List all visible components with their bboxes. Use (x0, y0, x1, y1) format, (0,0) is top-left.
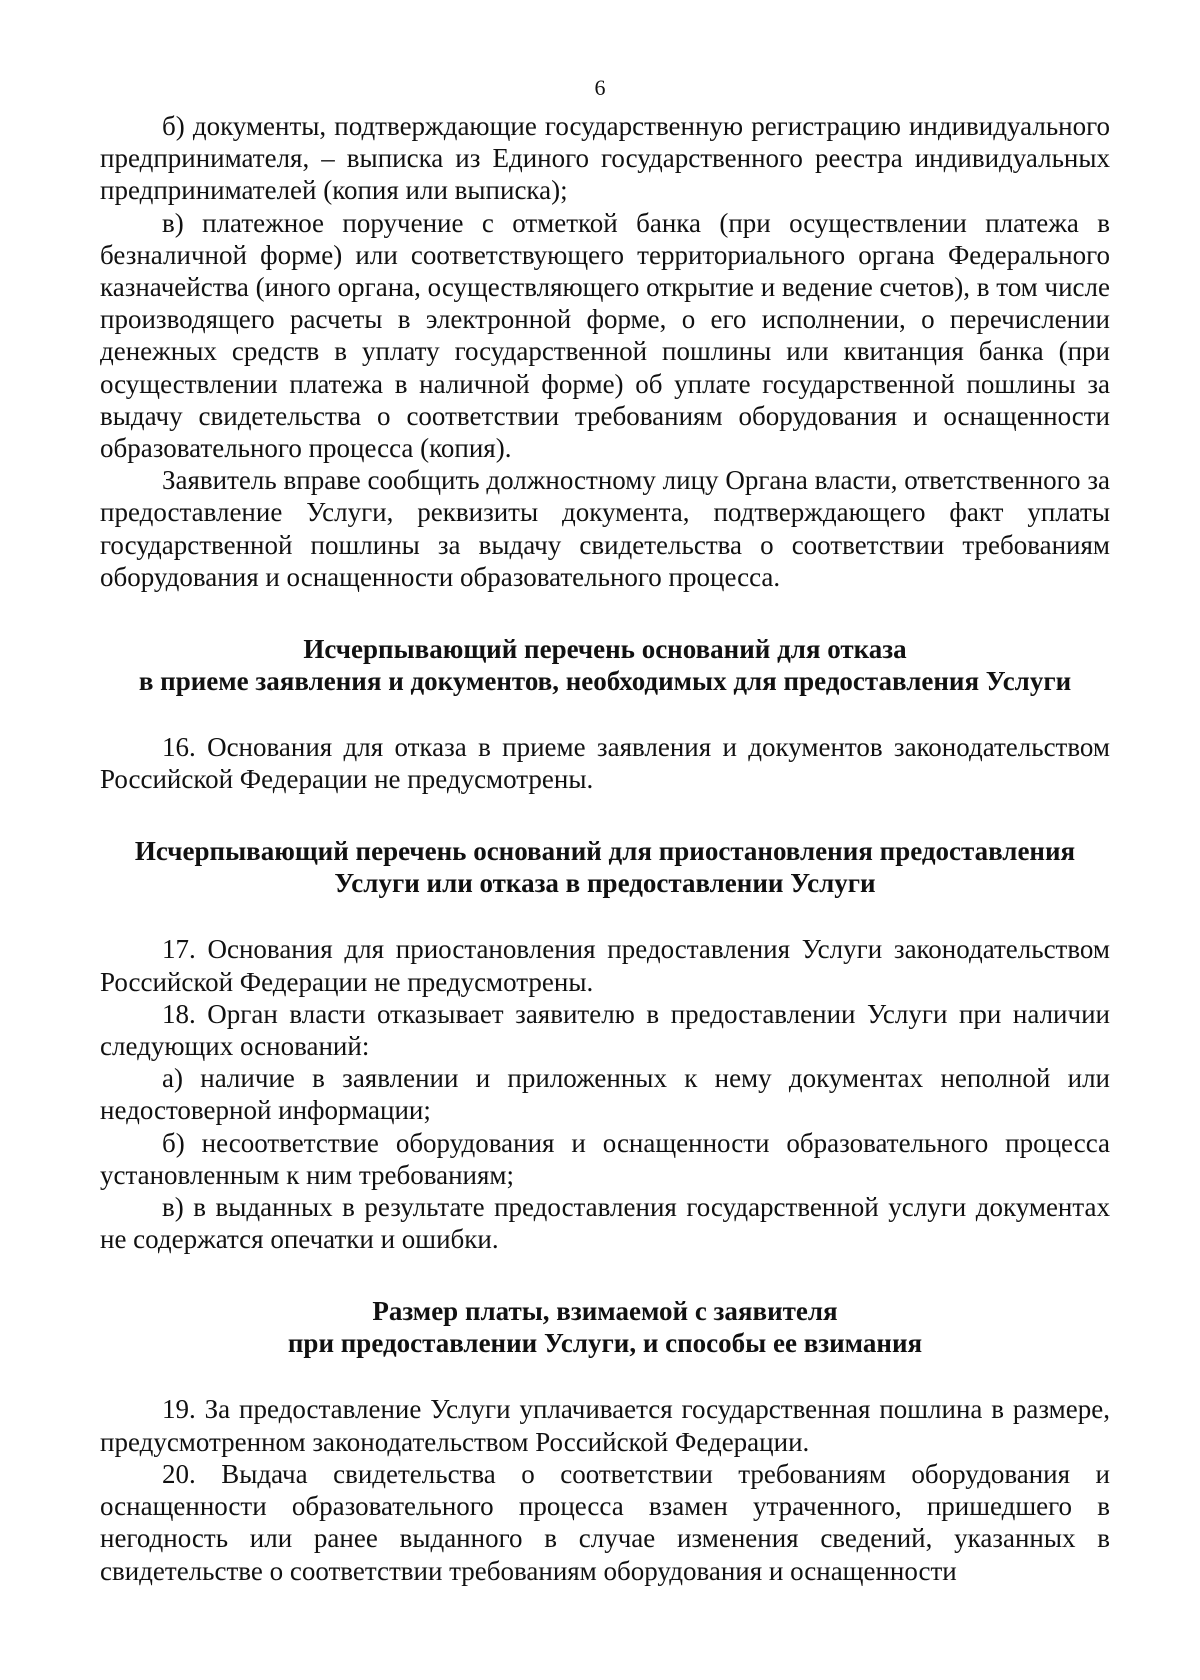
heading-line: при предоставлении Услуги, и способы ее взимания (287, 1328, 923, 1359)
paragraph-applicant-notice: Заявитель вправе сообщить должностному лицу Органа власти, ответственного за предоставление Услуги, реквизиты документа, подтверждающего факт уплаты государственной пошлины за выдачу свидетельства о соответствии требованиям оборудования и оснащенности образовательного процесса. (100, 465, 1110, 592)
paragraph-18a: а) наличие в заявлении и приложенных к нему документах неполной или недостоверной информации; (100, 1063, 1110, 1126)
page-number: 6 (594, 75, 606, 100)
paragraph-17: 17. Основания для приостановления предоставления Услуги законодательством Российской Федерации не предусмотрены. (100, 934, 1110, 997)
spacer (100, 899, 1110, 933)
paragraph-18b: б) несоответствие оборудования и оснащенности образовательного процесса установленным к ним требованиям; (100, 1127, 1110, 1190)
paragraph-20: 20. Выдача свидетельства о соответствии требованиям оборудования и оснащенности образовательного процесса взамен утраченного, пришедшего в негодность или ранее выданного в случае изменения сведений, указанных в свидетельстве о соответствии требованиям оборудования и оснащенности (100, 1458, 1110, 1586)
document-body (100, 110, 1110, 1587)
heading-line: в приеме заявления и документов, необходимых для предоставления Услуги (138, 666, 1072, 697)
spacer (100, 1359, 1110, 1393)
section-heading-refusal-acceptance (100, 633, 1110, 697)
paragraph-18v: в) в выданных в результате предоставления государственной услуги документах не содержатся опечатки и ошибки. (100, 1192, 1110, 1255)
heading-line: Услуги или отказа в предоставлении Услуги (334, 868, 876, 899)
paragraph-16: 16. Основания для отказа в приеме заявления и документов законодательством Российской Федерации не предусмотрены. (100, 732, 1110, 795)
spacer (100, 593, 1110, 633)
spacer (100, 1255, 1110, 1295)
section-heading-suspension-refusal (100, 835, 1110, 899)
paragraph-15v: в) платежное поручение с отметкой банка (при осуществлении платежа в безналичной форме) или соответствующего территориального органа Федерального казначейства (иного органа, осуществляющего открытие и ведение счетов), в том числе производящего расчеты в электронной форме, о его исполнении, о перечислении денежных средств в уплату государственной пошлины или квитанция банка (при осуществлении платежа в наличной форме) об уплате государственной пошлины за выдачу свидетельства о соответствии требованиям оборудования и оснащенности образовательного процесса (копия). (100, 207, 1110, 464)
heading-line: Исчерпывающий перечень оснований для приостановления предоставления (134, 836, 1076, 867)
section-heading-fee (100, 1295, 1110, 1359)
paragraph-18: 18. Орган власти отказывает заявителю в предоставлении Услуги при наличии следующих оснований: (100, 998, 1110, 1062)
paragraph-19: 19. За предоставление Услуги уплачивается государственная пошлина в размере, предусмотренном законодательством Российской Федерации. (100, 1394, 1110, 1457)
heading-line: Размер платы, взимаемой с заявителя (372, 1296, 838, 1327)
spacer (100, 795, 1110, 835)
heading-line: Исчерпывающий перечень оснований для отказа (303, 634, 907, 665)
spacer (100, 697, 1110, 731)
paragraph-15b: б) документы, подтверждающие государственную регистрацию индивидуального предпринимателя, – выписка из Единого государственного реестра индивидуальных предпринимателей (копия или выписка); (100, 111, 1110, 206)
